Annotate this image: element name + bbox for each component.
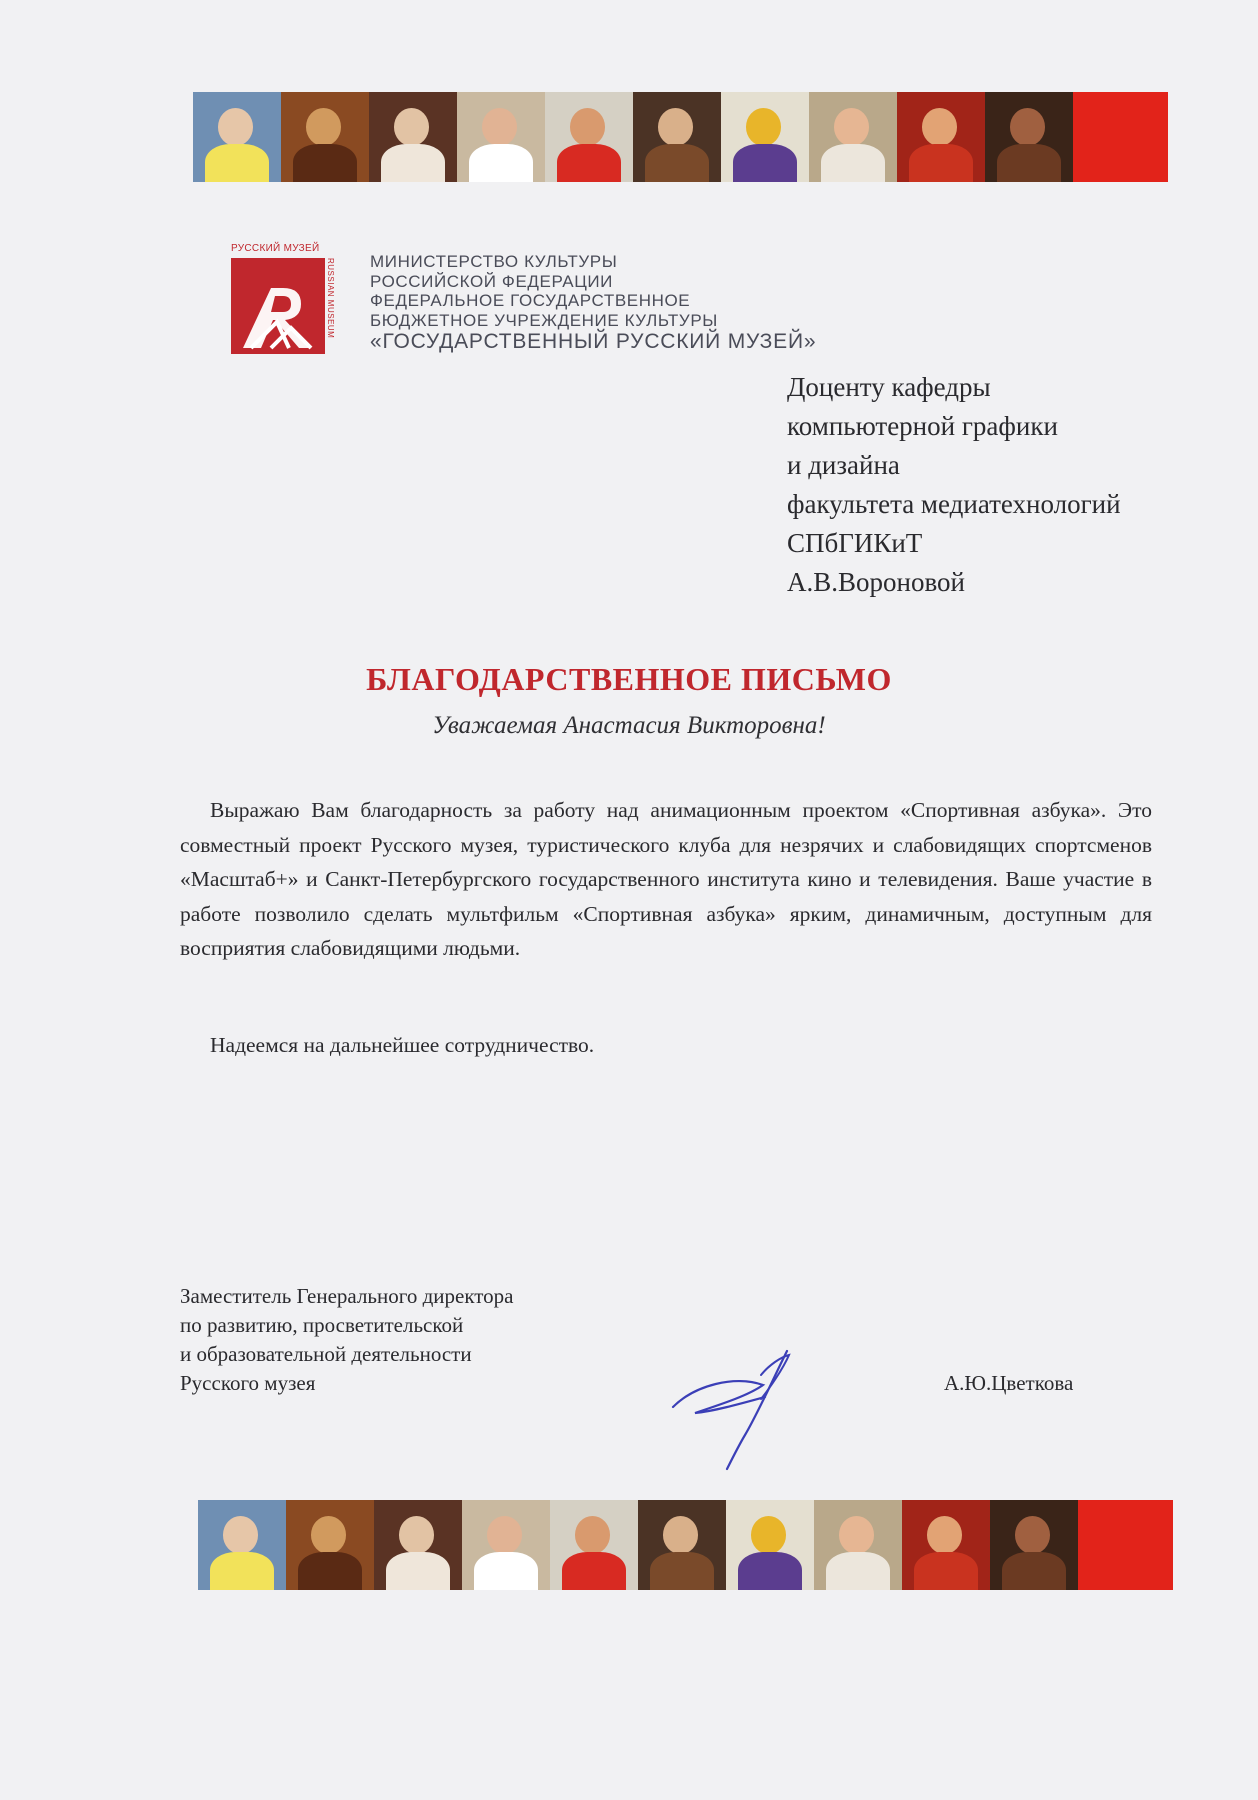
painting-tile <box>550 1500 638 1590</box>
painting-tile <box>814 1500 902 1590</box>
addressee-line: А.В.Вороновой <box>787 567 965 597</box>
painting-tile <box>633 92 721 182</box>
painting-tile <box>726 1500 814 1590</box>
painting-tile <box>198 1500 286 1590</box>
org-line: ФЕДЕРАЛЬНОЕ ГОСУДАРСТВЕННОЕ <box>370 291 691 311</box>
letter-title: БЛАГОДАРСТВЕННОЕ ПИСЬМО <box>366 661 892 697</box>
position-line: Русского музея <box>180 1371 316 1395</box>
red-block <box>1078 1500 1173 1590</box>
painting-tile <box>809 92 897 182</box>
handwritten-signature <box>665 1345 800 1475</box>
addressee-line: Доценту кафедры <box>787 372 991 402</box>
painting-tile <box>369 92 457 182</box>
painting-tile <box>897 92 985 182</box>
org-line: БЮДЖЕТНОЕ УЧРЕЖДЕНИЕ КУЛЬТУРЫ <box>370 310 718 330</box>
salutation: Уважаемая Анастасия Викторовна! <box>432 712 826 739</box>
org-line: РОССИЙСКОЙ ФЕДЕРАЦИИ <box>370 271 614 291</box>
addressee-line: СПбГИКиТ <box>787 528 923 558</box>
painting-tile <box>985 92 1073 182</box>
addressee-line: факультета медиатехнологий <box>787 489 1121 519</box>
painting-tile <box>721 92 809 182</box>
signatory-name: А.Ю.Цветкова <box>944 1371 1074 1395</box>
painting-tile <box>457 92 545 182</box>
painting-tile <box>990 1500 1078 1590</box>
position-line: по развитию, просветительской <box>180 1313 464 1337</box>
russian-museum-logo-icon <box>231 248 325 354</box>
organization-name <box>370 252 816 354</box>
paintings-banner-bottom <box>198 1500 1183 1590</box>
addressee-line: компьютерной графики <box>787 411 1058 441</box>
org-line: МИНИСТЕРСТВО КУЛЬТУРЫ <box>370 252 618 271</box>
painting-tile <box>193 92 281 182</box>
painting-tile <box>638 1500 726 1590</box>
painting-tile <box>374 1500 462 1590</box>
painting-tile <box>902 1500 990 1590</box>
signatory-position <box>180 1282 513 1398</box>
letter-body: Выражаю Вам благодарность за работу над анимационным проектом «Спортивная азбука». Это совместный проект Русского музея, туристического клуба для незрячих и слабовидящих спортсменов «Масштаб+» и Санкт-Петербургского государственного института кино и телевидения. Ваше участие в работе позволило сделать мультфильм «Спортивная азбука» ярким, динамичным, доступным для восприятия слабовидящими людьми. <box>180 798 1152 960</box>
position-line: Заместитель Генерального директора <box>180 1284 514 1308</box>
painting-tile <box>286 1500 374 1590</box>
logo-caption: РУССКИЙ МУЗЕЙ <box>231 243 320 254</box>
position-line: и образовательной деятельности <box>180 1342 472 1366</box>
painting-tile <box>462 1500 550 1590</box>
logo-side-caption: RUSSIAN MUSEUM <box>326 258 335 339</box>
painting-tile <box>281 92 369 182</box>
letter-closing: Надеемся на дальнейшее сотрудничество. <box>210 1033 595 1057</box>
paintings-banner-top <box>193 92 1178 182</box>
painting-tile <box>545 92 633 182</box>
addressee-line: и дизайна <box>787 450 900 480</box>
addressee-block <box>787 368 1121 602</box>
org-line-museum: «ГОСУДАРСТВЕННЫЙ РУССКИЙ МУЗЕЙ» <box>370 330 817 354</box>
red-block <box>1073 92 1168 182</box>
